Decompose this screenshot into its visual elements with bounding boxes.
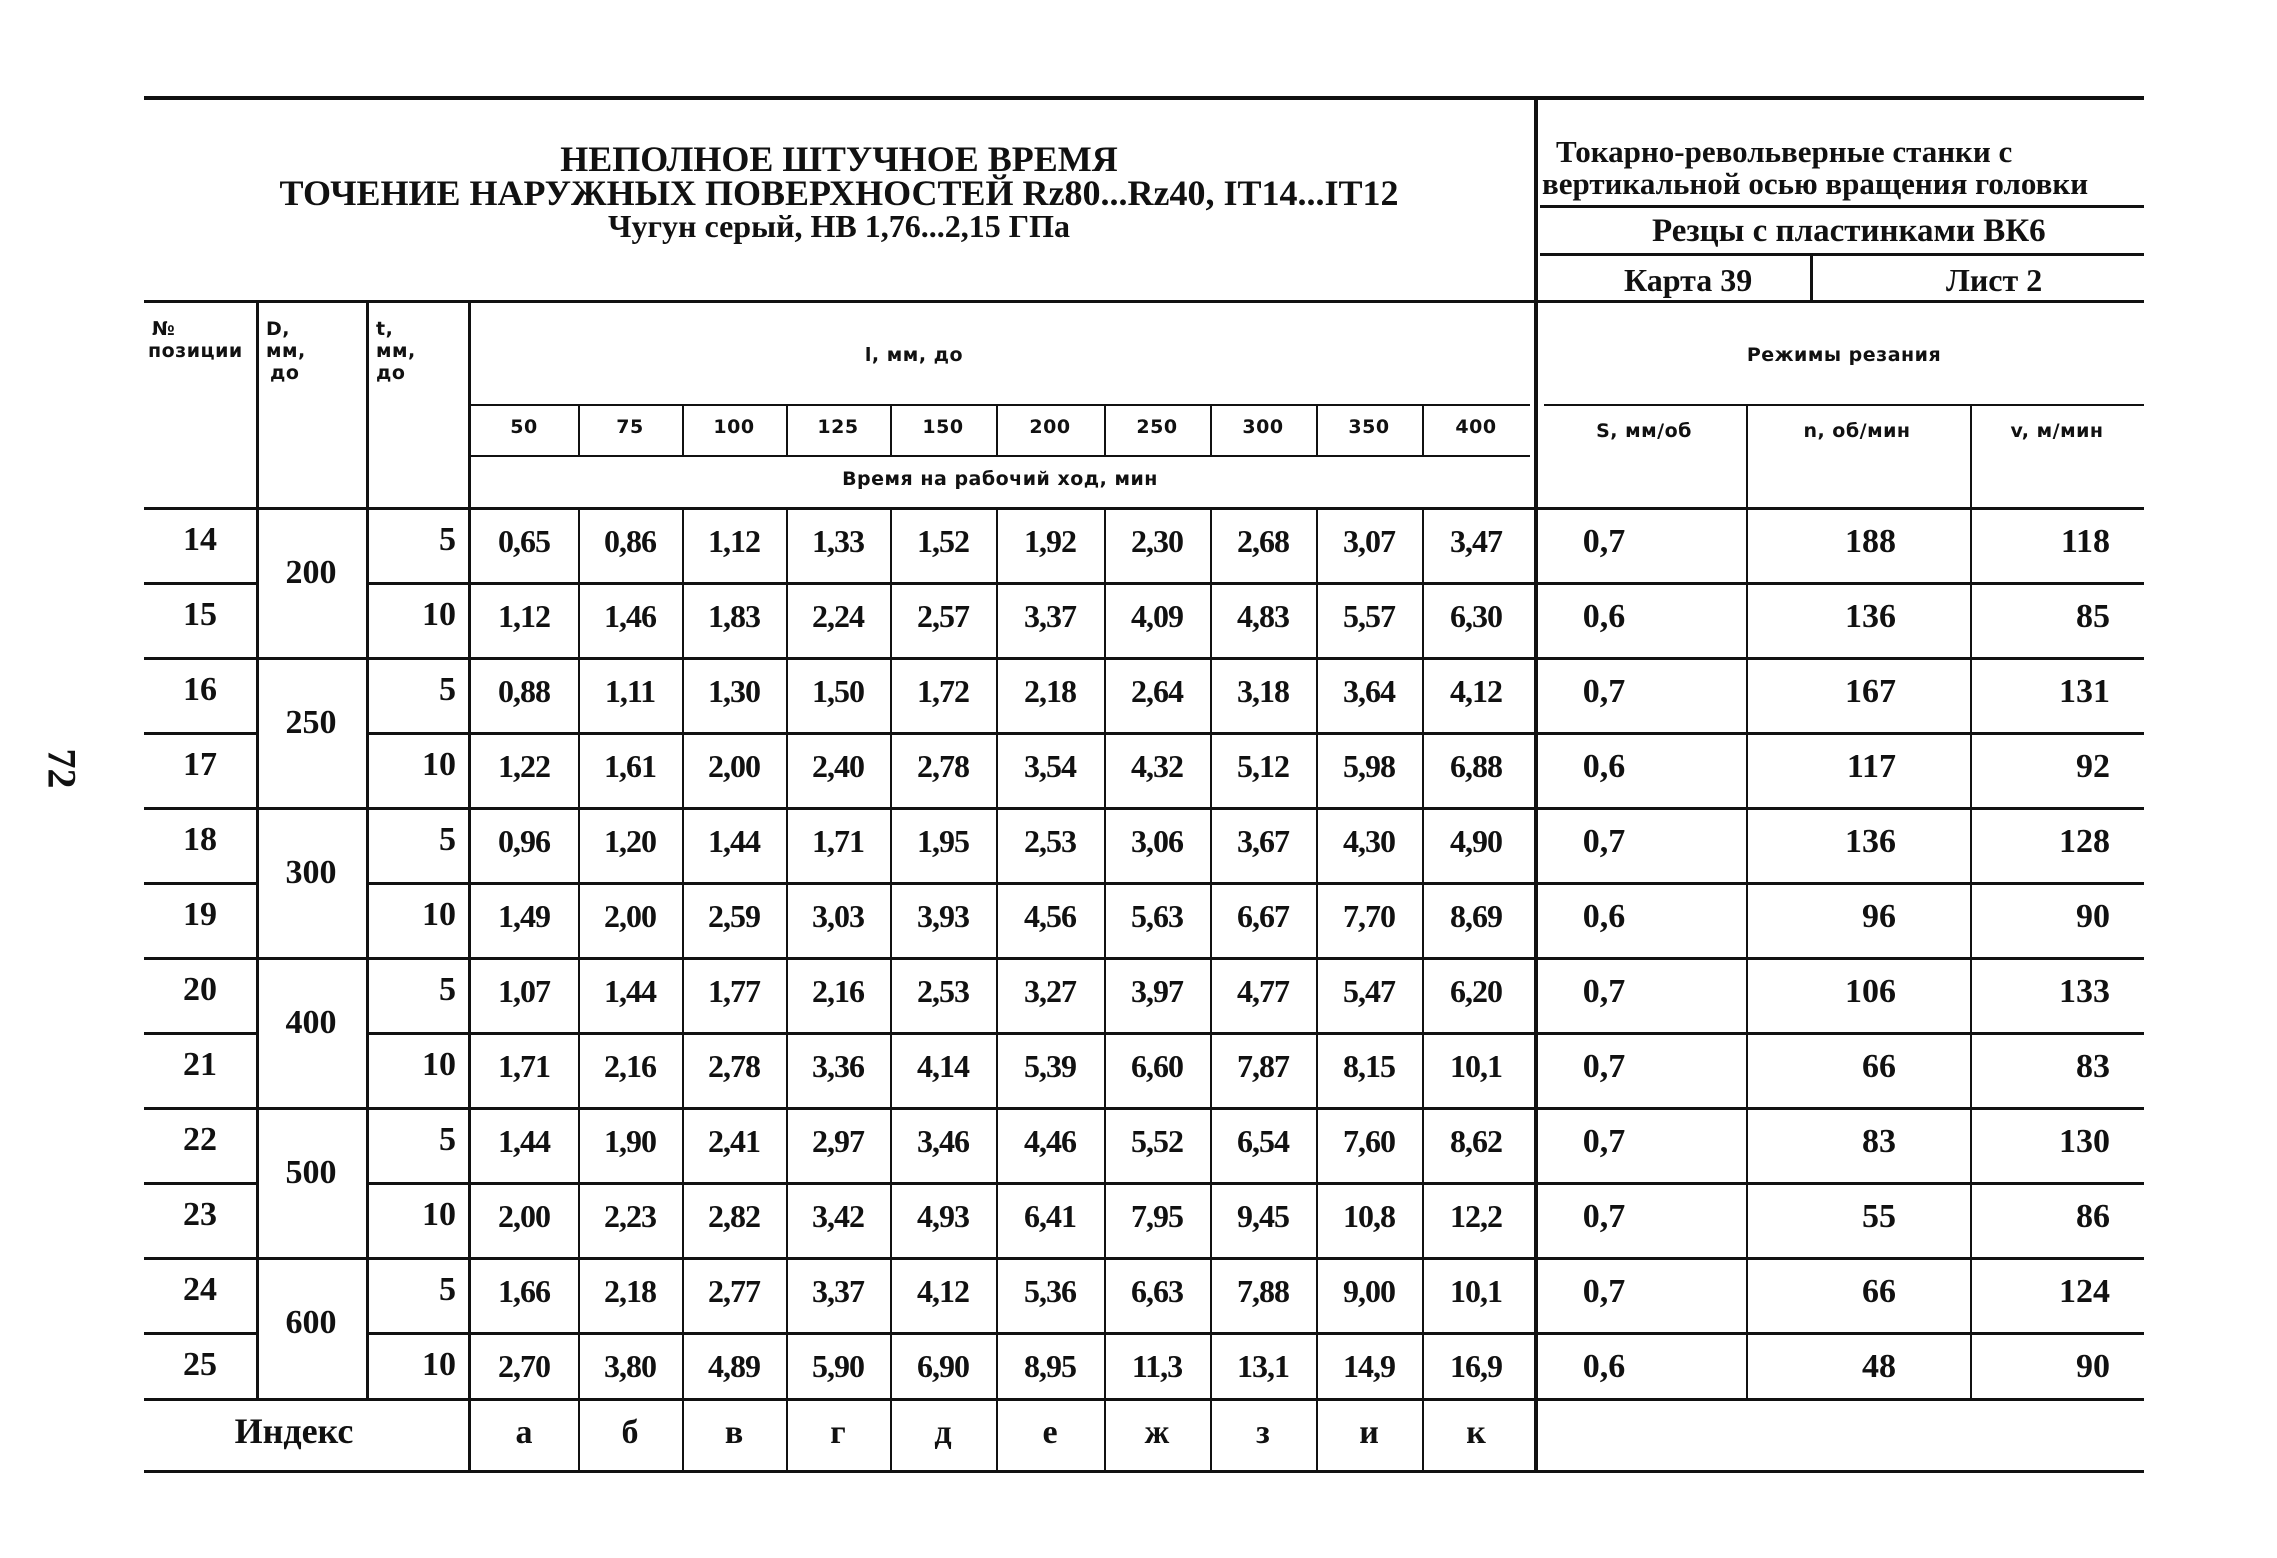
speed-rpm-value: 167 bbox=[1845, 673, 1896, 710]
cutting-speed-value: 133 bbox=[2059, 973, 2110, 1010]
time-cell: 2,23 bbox=[604, 1198, 656, 1234]
depth-value: 5 bbox=[439, 521, 456, 558]
time-cell: 3,46 bbox=[917, 1123, 969, 1159]
page-number: 72 bbox=[39, 748, 85, 789]
time-cell: 4,30 bbox=[1343, 823, 1395, 859]
time-cell: 1,07 bbox=[498, 973, 550, 1009]
time-cell: 8,62 bbox=[1450, 1123, 1502, 1159]
time-cell: 3,37 bbox=[1024, 598, 1076, 634]
feed-value: 0,7 bbox=[1582, 823, 1626, 860]
time-cell: 6,60 bbox=[1131, 1048, 1183, 1084]
time-cell: 2,78 bbox=[917, 748, 969, 784]
time-cell: 8,15 bbox=[1343, 1048, 1395, 1084]
time-cell: 2,64 bbox=[1131, 673, 1183, 709]
norm-card-table bbox=[144, 0, 2144, 1558]
feed-value: 0,7 bbox=[1582, 1123, 1626, 1160]
index-label: Индекс bbox=[234, 1411, 354, 1451]
row-rule bbox=[144, 1182, 256, 1185]
time-cell: 4,09 bbox=[1131, 598, 1183, 634]
time-cell: 1,72 bbox=[917, 673, 969, 709]
feed-value: 0,7 bbox=[1582, 523, 1626, 560]
time-cell: 0,88 bbox=[498, 673, 550, 709]
n-header: n, об/мин bbox=[1803, 420, 1911, 442]
index-letter: д bbox=[934, 1414, 952, 1451]
length-header: l, мм, до bbox=[864, 344, 964, 366]
time-cell: 5,39 bbox=[1024, 1048, 1076, 1084]
t-header-3: до bbox=[376, 362, 406, 384]
time-cell: 1,52 bbox=[917, 523, 969, 559]
time-cell: 2,41 bbox=[708, 1123, 760, 1159]
table-bottom-rule bbox=[144, 1398, 2144, 1401]
time-cell: 10,1 bbox=[1450, 1273, 1502, 1309]
d-header-1: D, bbox=[266, 318, 290, 340]
position-number: 25 bbox=[183, 1346, 217, 1383]
pos-header-1: № bbox=[152, 318, 176, 340]
time-cell: 3,06 bbox=[1131, 823, 1183, 859]
index-letter: б bbox=[621, 1414, 639, 1451]
header-bottom-rule bbox=[144, 300, 2144, 303]
tool-label: Резцы с пластинками ВК6 bbox=[1652, 213, 2046, 249]
time-cell: 0,65 bbox=[498, 523, 550, 559]
time-cell: 12,2 bbox=[1450, 1198, 1502, 1234]
position-number: 20 bbox=[183, 971, 217, 1008]
feed-value: 0,7 bbox=[1582, 1048, 1626, 1085]
v-header: v, м/мин bbox=[2010, 420, 2104, 442]
machine-rule bbox=[1540, 205, 2144, 208]
time-cell: 1,12 bbox=[708, 523, 760, 559]
time-cell: 5,52 bbox=[1131, 1123, 1183, 1159]
time-cell: 8,69 bbox=[1450, 898, 1502, 934]
time-cell: 1,66 bbox=[498, 1273, 550, 1309]
time-cell: 4,32 bbox=[1131, 748, 1183, 784]
depth-value: 10 bbox=[422, 746, 456, 783]
time-cell: 10,8 bbox=[1343, 1198, 1395, 1234]
time-cell: 2,82 bbox=[708, 1198, 760, 1234]
position-number: 14 bbox=[183, 521, 217, 558]
speed-rpm-value: 136 bbox=[1845, 823, 1896, 860]
depth-value: 10 bbox=[422, 1196, 456, 1233]
time-cell: 3,93 bbox=[917, 898, 969, 934]
depth-value: 5 bbox=[439, 671, 456, 708]
time-cell: 1,44 bbox=[708, 823, 760, 859]
feed-value: 0,7 bbox=[1582, 1198, 1626, 1235]
row-rule bbox=[144, 1032, 256, 1035]
time-cell: 2,18 bbox=[1024, 673, 1076, 709]
diameter-value: 500 bbox=[285, 1154, 337, 1191]
speed-rpm-value: 66 bbox=[1862, 1273, 1896, 1310]
time-cell: 4,12 bbox=[1450, 673, 1502, 709]
group-rule bbox=[144, 1107, 2144, 1110]
position-number: 19 bbox=[183, 896, 217, 933]
time-cell: 6,63 bbox=[1131, 1273, 1183, 1309]
position-number: 18 bbox=[183, 821, 217, 858]
cutting-speed-value: 85 bbox=[2076, 598, 2110, 635]
index-letter: е bbox=[1042, 1414, 1058, 1451]
depth-value: 5 bbox=[439, 821, 456, 858]
time-cell: 5,12 bbox=[1237, 748, 1289, 784]
cutting-speed-value: 131 bbox=[2059, 673, 2110, 710]
cutting-speed-value: 128 bbox=[2059, 823, 2110, 860]
index-letter: г bbox=[830, 1414, 846, 1451]
time-cell: 5,90 bbox=[812, 1348, 864, 1384]
row-rule bbox=[144, 882, 256, 885]
index-bottom-rule bbox=[144, 1470, 2144, 1473]
time-cell: 3,97 bbox=[1131, 973, 1183, 1009]
time-cell: 2,78 bbox=[708, 1048, 760, 1084]
time-cell: 11,3 bbox=[1131, 1348, 1183, 1384]
modes-header: Режимы резания bbox=[1746, 344, 1942, 366]
time-cell: 1,20 bbox=[604, 823, 656, 859]
time-cell: 5,36 bbox=[1024, 1273, 1076, 1309]
index-letter: а bbox=[515, 1414, 533, 1451]
time-cell: 1,30 bbox=[708, 673, 760, 709]
sheet-number: Лист 2 bbox=[1946, 262, 2043, 298]
feed-value: 0,6 bbox=[1582, 1348, 1626, 1385]
feed-value: 0,6 bbox=[1582, 598, 1626, 635]
time-cell: 7,60 bbox=[1343, 1123, 1395, 1159]
time-cell: 3,36 bbox=[812, 1048, 864, 1084]
length-value-100: 100 bbox=[713, 416, 755, 438]
time-cell: 3,67 bbox=[1237, 823, 1289, 859]
time-cell: 2,00 bbox=[708, 748, 760, 784]
time-cell: 4,77 bbox=[1237, 973, 1289, 1009]
depth-value: 5 bbox=[439, 1121, 456, 1158]
feed-value: 0,6 bbox=[1582, 748, 1626, 785]
time-cell: 13,1 bbox=[1237, 1348, 1289, 1384]
time-cell: 3,47 bbox=[1450, 523, 1502, 559]
depth-value: 10 bbox=[422, 1046, 456, 1083]
depth-value: 5 bbox=[439, 971, 456, 1008]
row-rule bbox=[144, 1332, 256, 1335]
length-values-rule bbox=[470, 404, 1530, 406]
time-cell: 1,46 bbox=[604, 598, 656, 634]
time-cell: 1,33 bbox=[812, 523, 864, 559]
length-value-125: 125 bbox=[817, 416, 859, 438]
position-number: 21 bbox=[183, 1046, 217, 1083]
time-cell: 5,57 bbox=[1343, 598, 1395, 634]
time-header: Время на рабочий ход, мин bbox=[842, 468, 1158, 490]
time-cell: 4,14 bbox=[917, 1048, 969, 1084]
top-rule bbox=[144, 96, 2144, 100]
time-cell: 4,83 bbox=[1237, 598, 1289, 634]
group-rule bbox=[144, 957, 2144, 960]
d-header-2: мм, bbox=[266, 340, 306, 362]
time-cell: 1,22 bbox=[498, 748, 550, 784]
time-cell: 1,95 bbox=[917, 823, 969, 859]
t-header-2: мм, bbox=[376, 340, 416, 362]
depth-value: 5 bbox=[439, 1271, 456, 1308]
speed-rpm-value: 55 bbox=[1862, 1198, 1896, 1235]
length-value-50: 50 bbox=[510, 416, 538, 438]
time-cell: 6,67 bbox=[1237, 898, 1289, 934]
index-letter: ж bbox=[1144, 1414, 1170, 1451]
time-cell: 2,97 bbox=[812, 1123, 864, 1159]
machine-type-line-1: Токарно-револьверные станки с bbox=[1556, 134, 2013, 169]
time-header-rule bbox=[470, 455, 1530, 457]
group-rule bbox=[144, 507, 2144, 510]
position-number: 15 bbox=[183, 596, 217, 633]
time-cell: 4,12 bbox=[917, 1273, 969, 1309]
s-header: S, мм/об bbox=[1596, 420, 1692, 442]
row-rule bbox=[144, 582, 256, 585]
time-cell: 1,12 bbox=[498, 598, 550, 634]
time-cell: 16,9 bbox=[1450, 1348, 1502, 1384]
time-cell: 2,40 bbox=[812, 748, 864, 784]
time-cell: 0,96 bbox=[498, 823, 550, 859]
time-cell: 3,03 bbox=[812, 898, 864, 934]
time-cell: 1,77 bbox=[708, 973, 760, 1009]
time-cell: 2,59 bbox=[708, 898, 760, 934]
time-cell: 1,44 bbox=[604, 973, 656, 1009]
depth-value: 10 bbox=[422, 1346, 456, 1383]
cutting-speed-value: 90 bbox=[2076, 1348, 2110, 1385]
depth-value: 10 bbox=[422, 896, 456, 933]
time-cell: 4,56 bbox=[1024, 898, 1076, 934]
cutting-speed-value: 130 bbox=[2059, 1123, 2110, 1160]
row-rule bbox=[366, 1182, 2144, 1185]
card-number: Карта 39 bbox=[1624, 262, 1753, 298]
time-cell: 5,47 bbox=[1343, 973, 1395, 1009]
machine-type-line-2: вертикальной осью вращения головки bbox=[1542, 166, 2089, 201]
time-cell: 3,42 bbox=[812, 1198, 864, 1234]
cutting-speed-value: 118 bbox=[2060, 523, 2110, 560]
time-cell: 3,37 bbox=[812, 1273, 864, 1309]
time-cell: 9,45 bbox=[1237, 1198, 1289, 1234]
d-header-3: до bbox=[270, 362, 300, 384]
index-letter: в bbox=[724, 1414, 744, 1451]
time-cell: 7,87 bbox=[1237, 1048, 1289, 1084]
speed-rpm-value: 188 bbox=[1845, 523, 1896, 560]
time-cell: 7,88 bbox=[1237, 1273, 1289, 1309]
index-letter: к bbox=[1466, 1414, 1486, 1451]
feed-value: 0,7 bbox=[1582, 673, 1626, 710]
position-number: 22 bbox=[183, 1121, 217, 1158]
time-cell: 3,80 bbox=[604, 1348, 656, 1384]
row-rule bbox=[366, 732, 2144, 735]
time-cell: 1,92 bbox=[1024, 523, 1076, 559]
pos-header-2: позиции bbox=[148, 340, 243, 362]
group-rule bbox=[144, 1257, 2144, 1260]
time-cell: 2,24 bbox=[812, 598, 864, 634]
row-rule bbox=[366, 582, 2144, 585]
time-cell: 7,70 bbox=[1343, 898, 1395, 934]
time-cell: 3,18 bbox=[1237, 673, 1289, 709]
row-rule bbox=[366, 882, 2144, 885]
time-cell: 2,70 bbox=[498, 1348, 550, 1384]
time-cell: 5,98 bbox=[1343, 748, 1395, 784]
speed-rpm-value: 96 bbox=[1862, 898, 1896, 935]
pos-d-divider bbox=[256, 300, 259, 1398]
index-letter: з bbox=[1256, 1414, 1270, 1451]
length-value-150: 150 bbox=[922, 416, 964, 438]
diameter-value: 200 bbox=[285, 554, 337, 591]
t-header-1: t, bbox=[376, 318, 394, 340]
time-cell: 2,57 bbox=[917, 598, 969, 634]
time-cell: 14,9 bbox=[1343, 1348, 1395, 1384]
tool-rule bbox=[1540, 253, 2144, 256]
speed-rpm-value: 66 bbox=[1862, 1048, 1896, 1085]
time-cell: 2,53 bbox=[1024, 823, 1076, 859]
speed-rpm-value: 117 bbox=[1846, 748, 1896, 785]
position-number: 24 bbox=[183, 1271, 217, 1308]
title-line-2: ТОЧЕНИЕ НАРУЖНЫХ ПОВЕРХНОСТЕЙ Rz80...Rz40, IT14...IT12 bbox=[279, 173, 1399, 213]
time-cell: 2,16 bbox=[812, 973, 864, 1009]
diameter-value: 400 bbox=[285, 1004, 337, 1041]
time-cell: 1,61 bbox=[604, 748, 656, 784]
length-value-250: 250 bbox=[1136, 416, 1178, 438]
time-cell: 6,90 bbox=[917, 1348, 969, 1384]
time-cell: 2,53 bbox=[917, 973, 969, 1009]
time-cell: 4,90 bbox=[1450, 823, 1502, 859]
cutting-speed-value: 124 bbox=[2059, 1273, 2110, 1310]
time-cell: 10,1 bbox=[1450, 1048, 1502, 1084]
time-cell: 6,30 bbox=[1450, 598, 1502, 634]
time-cell: 5,63 bbox=[1131, 898, 1183, 934]
time-cell: 2,00 bbox=[604, 898, 656, 934]
time-cell: 2,18 bbox=[604, 1273, 656, 1309]
time-cell: 3,07 bbox=[1343, 523, 1395, 559]
length-value-350: 350 bbox=[1348, 416, 1390, 438]
time-cell: 2,30 bbox=[1131, 523, 1183, 559]
row-rule bbox=[366, 1032, 2144, 1035]
time-cell: 4,89 bbox=[708, 1348, 760, 1384]
position-number: 23 bbox=[183, 1196, 217, 1233]
time-cell: 9,00 bbox=[1343, 1273, 1395, 1309]
feed-value: 0,6 bbox=[1582, 898, 1626, 935]
diameter-value: 600 bbox=[285, 1304, 337, 1341]
row-rule bbox=[144, 732, 256, 735]
time-cell: 1,11 bbox=[604, 673, 656, 709]
cutting-speed-value: 83 bbox=[2076, 1048, 2110, 1085]
time-cell: 1,50 bbox=[812, 673, 864, 709]
cutting-speed-value: 90 bbox=[2076, 898, 2110, 935]
time-cell: 1,90 bbox=[604, 1123, 656, 1159]
index-letter: и bbox=[1359, 1414, 1379, 1451]
diameter-value: 300 bbox=[285, 854, 337, 891]
position-number: 16 bbox=[183, 671, 217, 708]
length-value-300: 300 bbox=[1242, 416, 1284, 438]
time-cell: 8,95 bbox=[1024, 1348, 1076, 1384]
header-separator bbox=[1534, 96, 1538, 1470]
time-cell: 4,46 bbox=[1024, 1123, 1076, 1159]
position-number: 17 bbox=[183, 746, 217, 783]
time-cell: 6,54 bbox=[1237, 1123, 1289, 1159]
length-value-400: 400 bbox=[1455, 416, 1497, 438]
time-cell: 2,68 bbox=[1237, 523, 1289, 559]
time-cell: 6,41 bbox=[1024, 1198, 1076, 1234]
feed-value: 0,7 bbox=[1582, 1273, 1626, 1310]
row-rule bbox=[366, 1332, 2144, 1335]
speed-rpm-value: 106 bbox=[1845, 973, 1896, 1010]
time-cell: 2,77 bbox=[708, 1273, 760, 1309]
time-cell: 3,64 bbox=[1343, 673, 1395, 709]
time-cell: 1,71 bbox=[498, 1048, 550, 1084]
cutting-speed-value: 86 bbox=[2076, 1198, 2110, 1235]
title-line-1: НЕПОЛНОЕ ШТУЧНОЕ ВРЕМЯ bbox=[560, 139, 1118, 179]
time-cell: 0,86 bbox=[604, 523, 656, 559]
time-cell: 7,95 bbox=[1131, 1198, 1183, 1234]
time-cell: 6,88 bbox=[1450, 748, 1502, 784]
length-value-200: 200 bbox=[1029, 416, 1071, 438]
time-cell: 3,54 bbox=[1024, 748, 1076, 784]
modes-subheader-rule bbox=[1544, 404, 2144, 406]
card-sheet-divider bbox=[1810, 253, 1813, 300]
diameter-value: 250 bbox=[285, 704, 337, 741]
feed-value: 0,7 bbox=[1582, 973, 1626, 1010]
time-cell: 6,20 bbox=[1450, 973, 1502, 1009]
cutting-speed-value: 92 bbox=[2076, 748, 2110, 785]
time-cell: 4,93 bbox=[917, 1198, 969, 1234]
time-cell: 1,49 bbox=[498, 898, 550, 934]
speed-rpm-value: 48 bbox=[1862, 1348, 1896, 1385]
group-rule bbox=[144, 657, 2144, 660]
time-cell: 2,16 bbox=[604, 1048, 656, 1084]
time-cell: 1,71 bbox=[812, 823, 864, 859]
group-rule bbox=[144, 807, 2144, 810]
length-value-75: 75 bbox=[616, 416, 644, 438]
time-cell: 1,83 bbox=[708, 598, 760, 634]
title-line-3: Чугун серый, НВ 1,76...2,15 ГПа bbox=[608, 208, 1070, 244]
time-cell: 3,27 bbox=[1024, 973, 1076, 1009]
time-cell: 2,00 bbox=[498, 1198, 550, 1234]
time-cell: 1,44 bbox=[498, 1123, 550, 1159]
depth-value: 10 bbox=[422, 596, 456, 633]
speed-rpm-value: 136 bbox=[1845, 598, 1896, 635]
speed-rpm-value: 83 bbox=[1862, 1123, 1896, 1160]
